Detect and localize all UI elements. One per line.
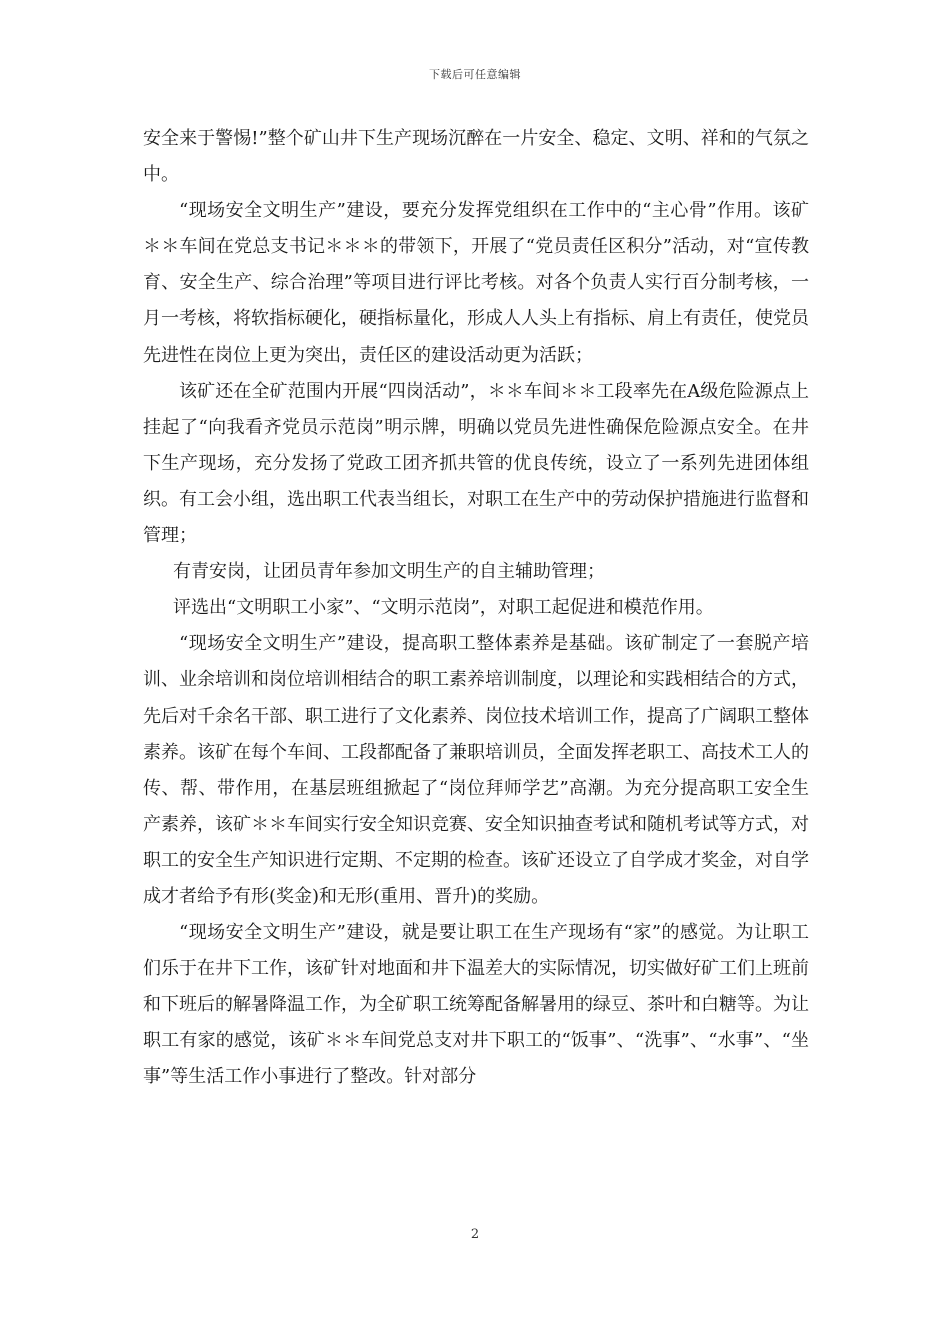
paragraph-four-posts-activity: 该矿还在全矿范围内开展“四岗活动”，＊＊车间＊＊工段率先在A级危险源点上挂起了“向我看齐党员示范岗”明示牌，明确以党员先进性确保危险源点安全。在井下生产现场，充分发扬了党政工团齐抓共管的优良传统，设立了一系列先进团体组织。有工会小组，选出职工代表当组长，对职工在生产中的劳动保护措施进行监督和管理； bbox=[143, 380, 809, 547]
paragraph-continuation: 安全来于警惕!”整个矿山井下生产现场沉醉在一片安全、稳定、文明、祥和的气氛之中。 bbox=[143, 128, 809, 186]
page-header: 下载后可任意编辑 bbox=[429, 68, 521, 81]
paragraph-youth-safety-post: 有青安岗，让团员青年参加文明生产的自主辅助管理； bbox=[173, 561, 605, 583]
paragraph-civilized-selection: 评选出“文明职工小家”、“文明示范岗”，对职工起促进和模范作用。 bbox=[173, 597, 714, 619]
paragraph-worker-training: “现场安全文明生产”建设，提高职工整体素养是基础。该矿制定了一套脱产培训、业余培训和岗位培训相结合的职工素养培训制度，以理论和实践相结合的方式，先后对千余名干部、职工进行了文化素养、岗位技术培训工作，提高了广阔职工整体素养。该矿在每个车间、工段都配备了兼职培训员，全面发挥老职工、高技术工人的传、帮、带作用，在基层班组掀起了“岗位拜师学艺”高潮。为充分提高职工安全生产素养，该矿＊＊车间实行安全知识竞赛、安全知识抽查考试和随机考试等方式，对职工的安全生产知识进行定期、不定期的检查。该矿还设立了自学成才奖金，对自学成才者给予有形(奖金)和无形(重用、晋升)的奖励。 bbox=[143, 633, 809, 907]
page-number: 2 bbox=[470, 1227, 480, 1242]
document-body bbox=[143, 121, 809, 1096]
paragraph-home-feeling: “现场安全文明生产”建设，就是要让职工在生产现场有“家”的感觉。为让职工们乐于在井下工作，该矿针对地面和井下温差大的实际情况，切实做好矿工们上班前和下班后的解暑降温工作，为全矿职工统筹配备解暑用的绿豆、茶叶和白糖等。为让职工有家的感觉，该矿＊＊车间党总支对井下职工的“饭事”、“洗事”、“水事”、“坐事”等生活工作小事进行了整改。针对部分 bbox=[143, 922, 809, 1088]
paragraph-party-organization: “现场安全文明生产”建设，要充分发挥党组织在工作中的“主心骨”作用。该矿＊＊车间在党总支书记＊＊＊的带领下，开展了“党员责任区积分”活动，对“宣传教育、安全生产、综合治理”等项目进行评比考核。对各个负责人实行百分制考核，一月一考核，将软指标硬化，硬指标量化，形成人人头上有指标、肩上有责任，使党员先进性在岗位上更为突出，责任区的建设活动更为活跃； bbox=[143, 200, 809, 366]
